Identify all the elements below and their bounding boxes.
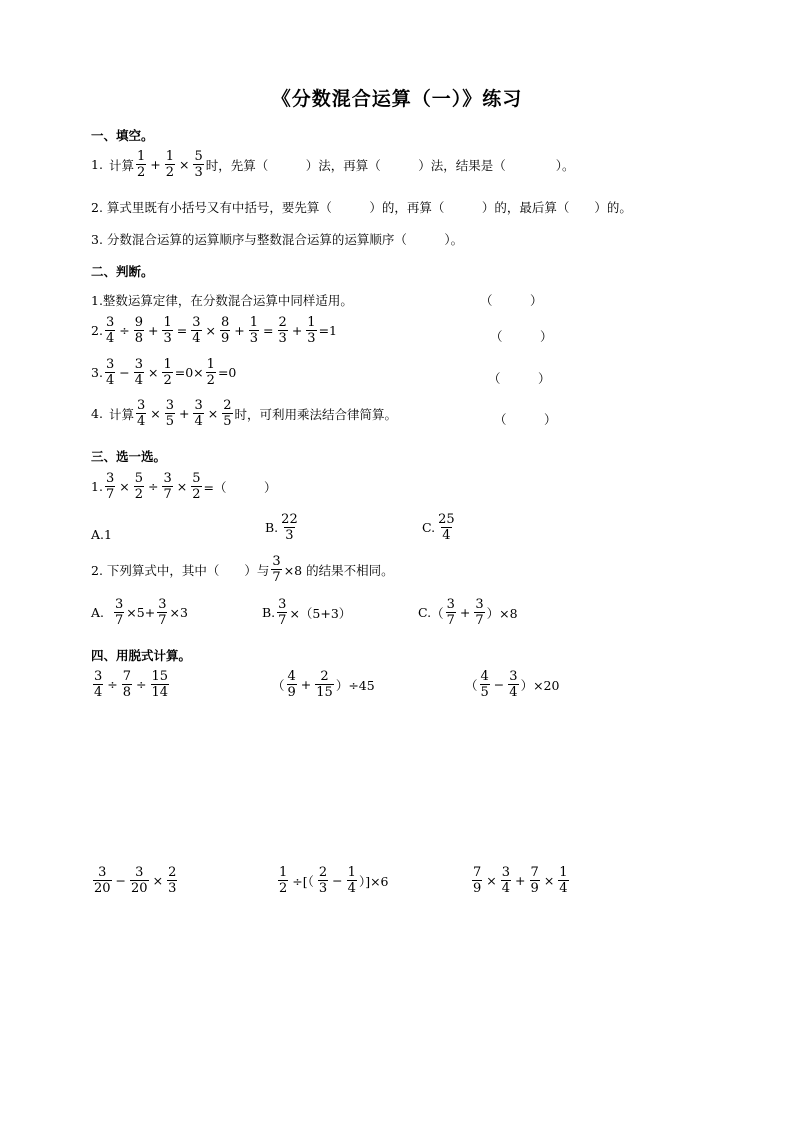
numerator: 1 [165, 149, 174, 164]
fraction [191, 316, 201, 345]
fraction [280, 513, 299, 542]
fraction [93, 866, 112, 895]
fraction [162, 472, 172, 501]
question-number: 1. [91, 157, 103, 172]
answer-blank[interactable]: （ ） [488, 371, 551, 386]
fraction [193, 399, 203, 428]
operator: ÷ [147, 479, 159, 494]
page-title: 《分数混合运算（一）》练习 [271, 88, 523, 110]
numerator: 1 [136, 149, 146, 164]
denominator: 4 [442, 528, 451, 543]
question-number: 3. [91, 365, 103, 380]
fraction [165, 150, 175, 179]
numerator: 3 [509, 669, 518, 684]
calc-expression-1 [91, 670, 171, 699]
numerator: 1 [279, 865, 288, 880]
numerator: 5 [194, 149, 203, 164]
numerator: 2 [168, 865, 177, 880]
denominator: 4 [194, 414, 203, 429]
numerator: 3 [136, 398, 146, 413]
denominator: 9 [287, 685, 296, 700]
denominator: 5 [480, 685, 489, 700]
choice-question-1 [91, 472, 277, 501]
numerator: 4 [287, 669, 296, 684]
fraction [530, 866, 540, 895]
paren: （ [272, 677, 285, 693]
fraction [130, 866, 149, 895]
operator: × [543, 873, 555, 888]
judge-question-2 [91, 316, 337, 345]
fill-question-3: 3. 分数混合运算的运算顺序与整数混合运算的运算顺序（ ）。 [91, 232, 464, 247]
option-c[interactable] [418, 598, 518, 627]
option-b[interactable] [265, 513, 301, 542]
operator: ÷[（ [292, 873, 314, 889]
denominator: 20 [94, 881, 111, 896]
operator: + [459, 605, 471, 620]
question-text: ×8 的结果不相同。 [283, 562, 394, 578]
fraction [134, 316, 144, 345]
operator: − [493, 677, 505, 692]
fraction [165, 399, 175, 428]
calc-expression-3 [465, 670, 559, 699]
expression-tail: =0 [217, 365, 237, 380]
operator: × [152, 873, 164, 888]
fraction [278, 866, 288, 895]
numerator: 7 [122, 669, 132, 684]
question-text: 时，先算（ ）法，再算（ ）法，结果是（ ）。 [205, 157, 575, 173]
numerator: 5 [134, 471, 143, 486]
numerator: 3 [105, 315, 115, 330]
numerator: 3 [192, 315, 201, 330]
denominator: 3 [163, 331, 172, 346]
numerator: 2 [318, 865, 328, 880]
fraction [501, 866, 511, 895]
numerator: 1 [559, 865, 568, 880]
option-b[interactable] [262, 598, 351, 627]
expression-middle: =0× [174, 365, 204, 380]
fraction [278, 316, 288, 345]
numerator: 3 [105, 357, 115, 372]
fraction [437, 513, 456, 542]
expression-tail: ）×8 [486, 605, 518, 621]
question-number: 2. [91, 323, 103, 338]
denominator: 3 [318, 881, 328, 896]
denominator: 2 [206, 373, 215, 388]
option-label: C. [422, 520, 436, 535]
fraction [508, 670, 518, 699]
fraction [151, 670, 170, 699]
denominator: 3 [194, 165, 203, 180]
denominator: 4 [509, 685, 518, 700]
denominator: 7 [475, 613, 484, 628]
denominator: 4 [105, 373, 115, 388]
operator: × [205, 323, 216, 338]
option-c[interactable] [422, 513, 458, 542]
fraction [114, 598, 124, 627]
option-a[interactable]: A.1 [91, 527, 112, 542]
denominator: 3 [285, 528, 294, 543]
operator: = [263, 323, 274, 338]
judge-question-1: 1.整数运算定律，在分数混合运算中同样适用。 [91, 293, 353, 308]
numerator: 3 [158, 597, 167, 612]
section-judge: 二、判断。 [91, 264, 154, 279]
numerator: 1 [206, 357, 215, 372]
answer-blank[interactable]: =（ ） [203, 479, 277, 495]
numerator: 1 [163, 357, 172, 372]
option-label: A. [91, 605, 105, 620]
denominator: 7 [272, 570, 281, 585]
numerator: 7 [530, 865, 539, 880]
fraction [277, 598, 287, 627]
operator: + [147, 323, 159, 338]
operator: + [179, 406, 190, 421]
fraction [191, 472, 201, 501]
numerator: 4 [480, 669, 489, 684]
numerator: 7 [473, 865, 482, 880]
section-choice: 三、选一选。 [91, 449, 167, 464]
judge-question-3 [91, 358, 236, 387]
question-text: 时，可利用乘法结合律简算。 [234, 406, 398, 422]
fraction [347, 866, 357, 895]
expression-tail: ×3 [169, 605, 188, 620]
calc-expression-2 [272, 670, 375, 699]
numerator: 3 [501, 865, 511, 880]
numerator: 3 [278, 597, 287, 612]
operator: = [176, 323, 188, 338]
numerator: 3 [163, 471, 172, 486]
denominator: 4 [134, 373, 143, 388]
question-prefix: 计算 [108, 157, 134, 173]
fraction [315, 670, 334, 699]
fraction [162, 358, 172, 387]
numerator: 5 [192, 471, 201, 486]
expression-tail: ）÷45 [335, 677, 375, 693]
numerator: 1 [347, 865, 356, 880]
denominator: 20 [131, 881, 148, 896]
fraction [157, 598, 167, 627]
denominator: 7 [105, 487, 115, 502]
denominator: 5 [223, 414, 232, 429]
expression-tail: ）]×6 [358, 873, 389, 889]
denominator: 4 [136, 414, 146, 429]
fraction [105, 358, 115, 387]
denominator: 3 [249, 331, 259, 346]
denominator: 7 [163, 487, 172, 502]
fraction [193, 150, 203, 179]
operator: + [515, 873, 526, 888]
fraction [306, 316, 316, 345]
operator: ÷ [107, 677, 118, 692]
operator: × [179, 157, 190, 172]
operator: × [147, 365, 159, 380]
denominator: 7 [158, 613, 167, 628]
section-calculation: 四、用脱式计算。 [91, 648, 192, 663]
denominator: 4 [501, 881, 511, 896]
denominator: 7 [278, 613, 287, 628]
expression-tail: ）×20 [520, 677, 560, 693]
judge-question-4 [91, 399, 397, 428]
fill-question-2: 2. 算式里既有小括号又有中括号，要先算（ ）的，再算（ ）的，最后算（ ）的。 [91, 200, 632, 215]
denominator: 5 [165, 414, 174, 429]
denominator: 4 [94, 685, 103, 700]
operator: − [332, 873, 343, 888]
denominator: 2 [134, 487, 143, 502]
denominator: 3 [307, 331, 316, 346]
option-label: C. [418, 605, 432, 620]
operator: + [300, 677, 312, 692]
fraction [93, 670, 103, 699]
calc-expression-6 [470, 866, 571, 895]
denominator: 3 [168, 881, 177, 896]
denominator: 4 [559, 881, 568, 896]
denominator: 14 [151, 685, 169, 700]
fraction [287, 670, 297, 699]
option-a[interactable] [91, 598, 188, 627]
fraction [162, 316, 172, 345]
question-text: 2. 下列算式中，其中（ ）与 [91, 562, 270, 578]
operator: × [176, 479, 188, 494]
fraction [134, 358, 144, 387]
section-fill-in: 一、填空。 [91, 128, 154, 143]
denominator: 4 [105, 331, 115, 346]
denominator: 2 [136, 165, 146, 180]
fill-question-1 [91, 150, 575, 179]
numerator: 15 [151, 669, 169, 684]
denominator: 7 [446, 613, 455, 628]
calc-expression-4 [91, 866, 179, 895]
denominator: 9 [221, 331, 230, 346]
numerator: 2 [223, 398, 232, 413]
answer-blank[interactable]: （ ） [480, 293, 543, 308]
denominator: 4 [192, 331, 201, 346]
operator: × [150, 406, 161, 421]
denominator: 7 [115, 613, 124, 628]
denominator: 2 [279, 881, 288, 896]
fraction [271, 555, 281, 584]
numerator: 2 [320, 669, 329, 684]
fraction [480, 670, 490, 699]
operator: + [150, 157, 161, 172]
numerator: 3 [135, 865, 144, 880]
operator: ÷ [119, 323, 130, 338]
operator: + [234, 323, 245, 338]
denominator: 8 [134, 331, 143, 346]
operator: − [119, 365, 130, 380]
fraction [558, 866, 568, 895]
numerator: 3 [134, 357, 143, 372]
answer-blank[interactable]: （ ） [494, 412, 557, 427]
denominator: 3 [278, 331, 287, 346]
denominator: 9 [473, 881, 482, 896]
fraction [446, 598, 456, 627]
fraction [249, 316, 259, 345]
question-number: 4. [91, 406, 103, 421]
paren: （ [465, 677, 478, 693]
numerator: 8 [221, 315, 230, 330]
numerator: 3 [194, 398, 203, 413]
numerator: 3 [94, 669, 103, 684]
calc-expression-5 [276, 866, 389, 895]
fraction [206, 358, 216, 387]
option-label: B. [262, 605, 276, 620]
numerator: 1 [163, 315, 172, 330]
denominator: 2 [163, 373, 172, 388]
question-number: 1. [91, 479, 103, 494]
operator: × [119, 479, 130, 494]
denominator: 8 [122, 685, 132, 700]
fraction [136, 399, 146, 428]
answer-blank[interactable]: （ ） [490, 329, 553, 344]
numerator: 22 [281, 512, 298, 527]
fraction [167, 866, 177, 895]
numerator: 3 [475, 597, 484, 612]
fraction [474, 598, 484, 627]
operator: − [115, 873, 127, 888]
numerator: 3 [115, 597, 124, 612]
fraction [134, 472, 144, 501]
paren: （ [431, 605, 444, 621]
expression-tail: ×（5+3） [289, 605, 352, 621]
fraction [472, 866, 482, 895]
choice-question-2 [91, 555, 394, 584]
fraction [105, 316, 115, 345]
fraction [136, 150, 146, 179]
numerator: 3 [165, 398, 174, 413]
denominator: 9 [530, 881, 539, 896]
denominator: 2 [165, 165, 174, 180]
denominator: 4 [347, 881, 356, 896]
expression-middle: ×5+ [126, 605, 156, 620]
operator: + [291, 323, 303, 338]
numerator: 2 [278, 315, 287, 330]
denominator: 2 [192, 487, 201, 502]
fraction [222, 399, 232, 428]
numerator: 3 [105, 471, 115, 486]
fraction [220, 316, 230, 345]
numerator: 3 [446, 597, 455, 612]
question-prefix: 计算 [108, 406, 134, 422]
operator: × [207, 406, 219, 421]
numerator: 9 [134, 315, 143, 330]
operator: × [486, 873, 497, 888]
numerator: 3 [272, 554, 281, 569]
operator: ÷ [136, 677, 147, 692]
numerator: 1 [249, 315, 259, 330]
expression-tail: =1 [318, 323, 338, 338]
fraction [318, 866, 328, 895]
numerator: 25 [438, 512, 455, 527]
fraction [105, 472, 115, 501]
numerator: 3 [98, 865, 107, 880]
denominator: 15 [316, 685, 333, 700]
option-label: B. [265, 520, 279, 535]
numerator: 1 [307, 315, 316, 330]
fraction [122, 670, 132, 699]
